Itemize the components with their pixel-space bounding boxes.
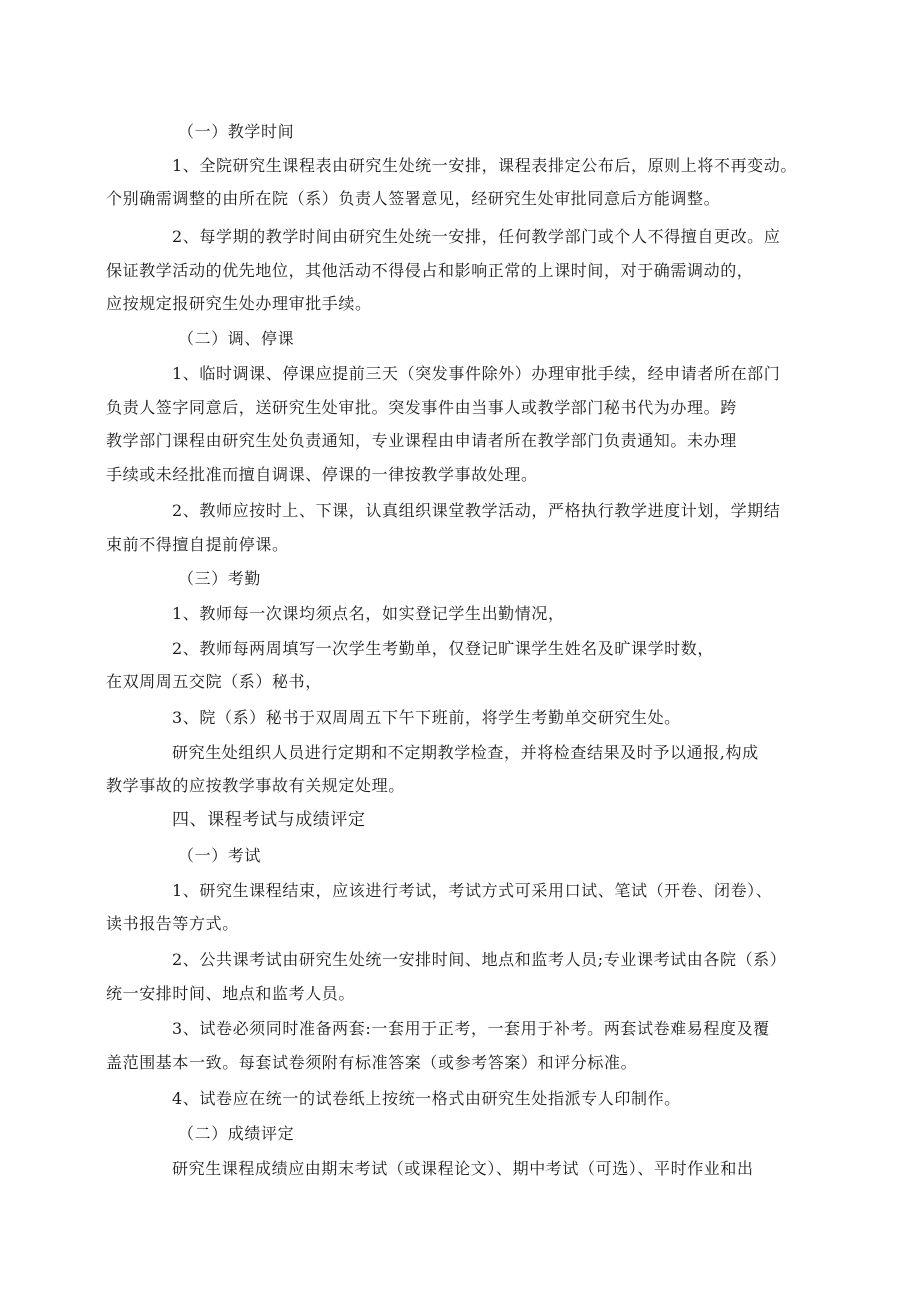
section-heading-attendance: （三）考勤 (178, 569, 262, 588)
paragraph-line: 统一安排时间、地点和监考人员。 (106, 984, 356, 1003)
paragraph-line: 读书报告等方式。 (106, 914, 239, 933)
paragraph-line: 在双周周五交院（系）秘书， (106, 672, 322, 691)
paragraph-line: 应按规定报研究生处办理审批手续。 (106, 294, 372, 313)
paragraph-line: 教学部门课程由研究生处负责通知，专业课程由申请者所在教学部门负责通知。未办理 (106, 431, 737, 450)
paragraph-line: 个别确需调整的由所在院（系）负责人签署意见，经研究生处审批同意后方能调整。 (106, 189, 721, 208)
paragraph-line: 1、研究生课程结束，应该进行考试，考试方式可采用口试、笔试（开卷、闭卷）、 (172, 881, 773, 900)
paragraph-line: 束前不得擅自提前停课。 (106, 535, 289, 554)
paragraph-line: 盖范围基本一致。每套试卷须附有标准答案（或参考答案）和评分标准。 (106, 1053, 638, 1072)
paragraph-line: 2、教师应按时上、下课，认真组织课堂教学活动，严格执行教学进度计划，学期结 (172, 501, 781, 520)
paragraph-line: 1、临时调课、停课应提前三天（突发事件除外）办理审批手续，经申请者所在部门 (172, 364, 781, 383)
paragraph-line: 手续或未经批准而擅自调课、停课的一律按教学事故处理。 (106, 465, 538, 484)
paragraph-line: 2、教师每两周填写一次学生考勤单，仅登记旷课学生姓名及旷课学时数， (172, 639, 714, 658)
paragraph-line: 4、试卷应在统一的试卷纸上按统一格式由研究生处指派专人印制作。 (172, 1089, 681, 1108)
paragraph-line: 2、每学期的教学时间由研究生处统一安排，任何教学部门或个人不得擅自更改。应 (172, 227, 781, 246)
subsection-heading-grading: （二）成绩评定 (178, 1124, 295, 1143)
paragraph-line: 1、教师每一次课均须点名，如实登记学生出勤情况， (172, 604, 565, 623)
paragraph-line: 3、试卷必须同时准备两套:一套用于正考，一套用于补考。两套试卷难易程度及覆 (172, 1019, 770, 1038)
paragraph-line: 研究生处组织人员进行定期和不定期教学检查，并将检查结果及时予以通报,构成 (172, 743, 759, 762)
section-heading-exams-and-grading: 四、课程考试与成绩评定 (172, 810, 366, 830)
section-heading-reschedule: （二）调、停课 (178, 329, 295, 348)
paragraph-line: 3、院（系）秘书于双周周五下午下班前，将学生考勤单交研究生处。 (172, 708, 681, 727)
paragraph-line: 教学事故的应按教学事故有关规定处理。 (106, 776, 405, 795)
paragraph-line: 研究生课程成绩应由期末考试（或课程论文）、期中考试（可选）、平时作业和出 (172, 1159, 754, 1178)
paragraph-line: 负责人签字同意后，送研究生处审批。突发事件由当事人或教学部门秘书代为办理。跨 (106, 398, 737, 417)
section-heading-teaching-time: （一）教学时间 (178, 122, 295, 141)
paragraph-line: 保证教学活动的优先地位，其他活动不得侵占和影响正常的上课时间，对于确需调动的， (106, 261, 754, 280)
paragraph-line: 2、公共课考试由研究生处统一安排时间、地点和监考人员;专业课考试由各院（系） (172, 950, 787, 969)
paragraph-line: 1、全院研究生课程表由研究生处统一安排，课程表排定公布后，原则上将不再变动。 (172, 156, 797, 175)
subsection-heading-exams: （一）考试 (178, 846, 262, 865)
